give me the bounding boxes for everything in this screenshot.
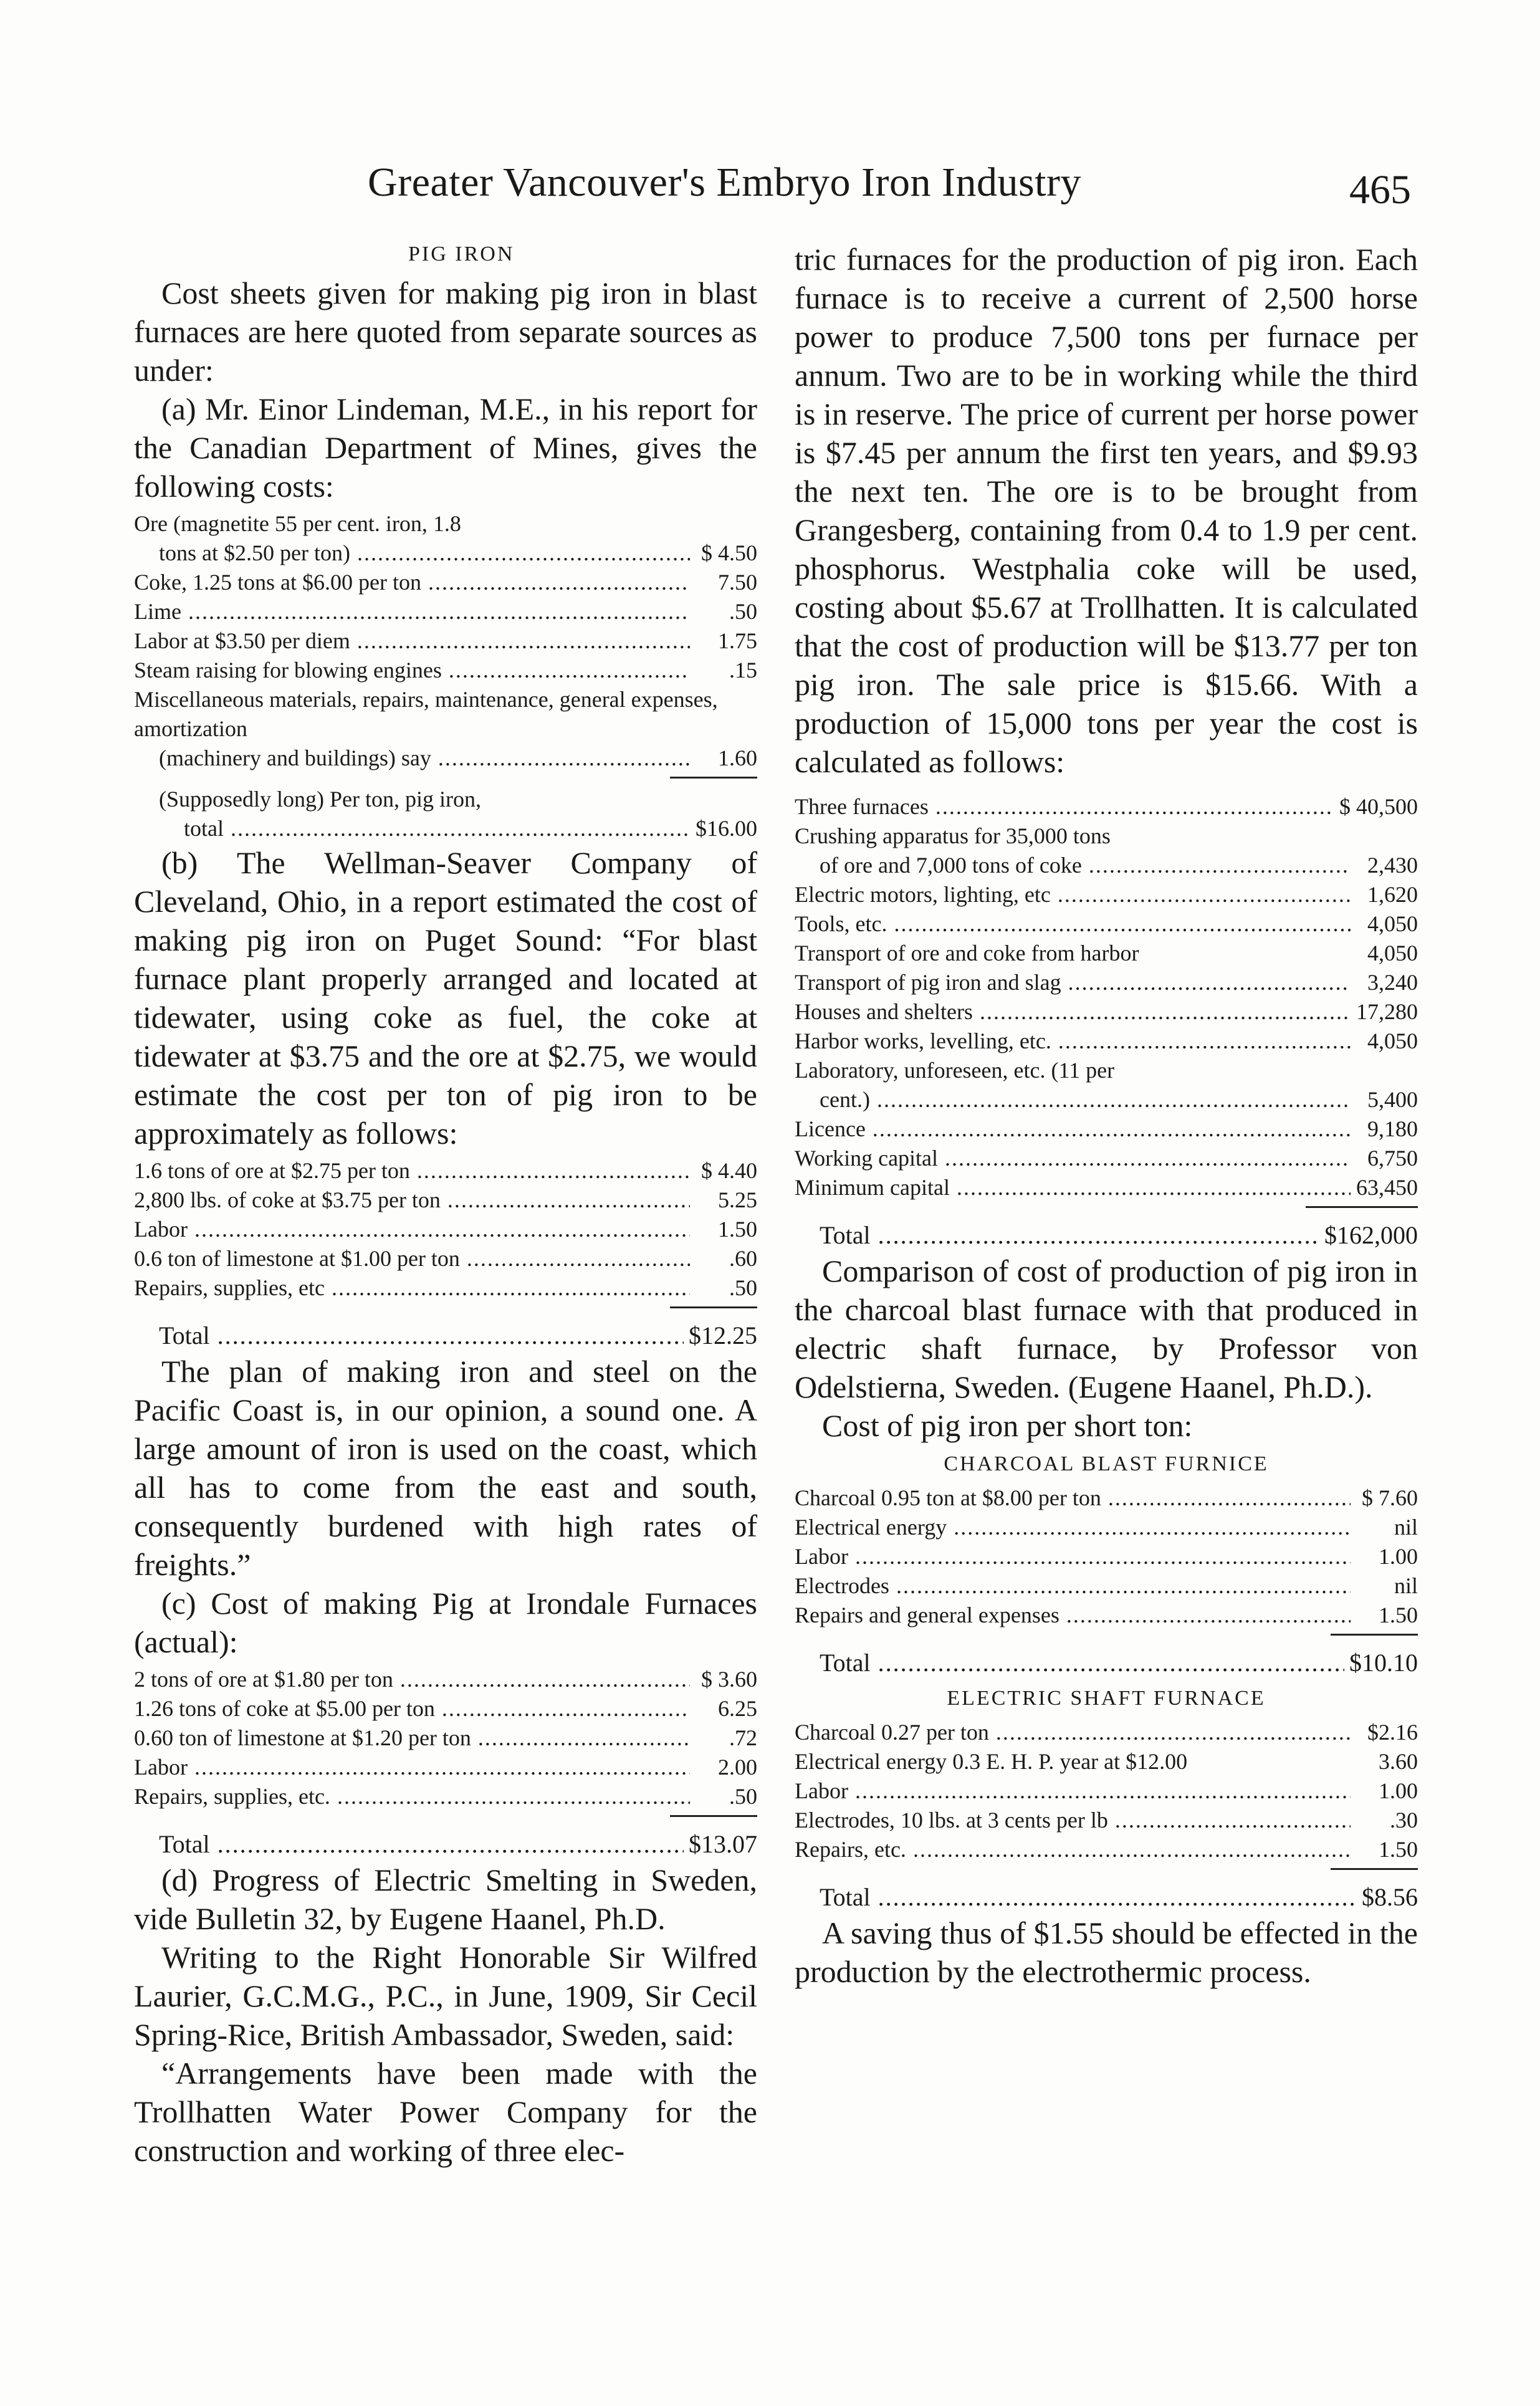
row-value: 1.75 <box>718 628 757 653</box>
cost-table-f-total <box>795 1881 1418 1914</box>
table-row <box>795 1571 1418 1601</box>
source-c-paragraph: (c) Cost of making Pig at Irondale Furnaces (actual): <box>134 1586 757 1659</box>
row-label: (machinery and buildings) say ..... <box>159 744 690 773</box>
table-row <box>795 939 1418 968</box>
row-value: 1.50 <box>1379 1603 1418 1627</box>
row-label: 0.60 ton of limestone at $1.20 per ton ..... <box>134 1723 690 1753</box>
charcoal-furnace-heading: CHARCOAL BLAST FURNICE <box>944 1452 1269 1475</box>
row-label: 0.6 ton of limestone at $1.00 per ton ..... <box>134 1244 690 1273</box>
row-value: 4,050 <box>1367 941 1418 966</box>
row-label: Tools, etc. ..... <box>795 909 1351 939</box>
table-row <box>795 1601 1418 1630</box>
cost-table-b <box>134 1156 757 1303</box>
row-label: 1.6 tons of ore at $2.75 per ton ..... <box>134 1156 690 1186</box>
row-label: Lime ..... <box>134 597 690 626</box>
cost-table-e-total <box>795 1647 1418 1679</box>
total-label: Total ..... <box>820 1219 1319 1252</box>
total-value: $12.25 <box>689 1321 757 1349</box>
total-rule <box>1306 1206 1418 1210</box>
row-label: Labor ..... <box>134 1215 690 1244</box>
row-value: 2,430 <box>1367 853 1418 878</box>
table-row <box>134 509 757 539</box>
row-value: 4,050 <box>1367 911 1418 936</box>
row-value: 7.50 <box>718 570 757 595</box>
row-label: Ore (magnetite 55 per cent. iron, 1.8 <box>134 511 461 536</box>
table-row <box>795 1718 1418 1747</box>
row-label: Electrodes, 10 lbs. at 3 cents per lb ..... <box>795 1806 1351 1835</box>
running-title: Greater Vancouver's Embryo Iron Industry <box>368 160 1081 205</box>
table-row <box>795 1747 1418 1776</box>
table-row <box>134 626 757 656</box>
table-row <box>795 822 1418 851</box>
table-row <box>134 1186 757 1215</box>
left-column <box>134 240 757 2170</box>
cost-table-d-total <box>795 1219 1418 1252</box>
source-b-paragraph: (b) The Wellman-Seaver Company of Cleveland, Ohio, in a report estimated the cost of making pig iron on Puget Sound: “For blast furnace plant properly arranged and located at tidewater, using coke as fuel, the coke at tidewater at $3.75 and the ore at $2.75, we would estimate the cost per ton of pig iron to be approximately as follows: <box>134 845 757 1151</box>
cost-table-a-total <box>134 785 757 843</box>
table-row <box>134 1665 757 1694</box>
row-value: .50 <box>729 1784 757 1809</box>
table-row <box>134 1215 757 1244</box>
row-label: Electrodes ..... <box>795 1571 1351 1601</box>
table-row <box>134 1694 757 1723</box>
row-value: 4,050 <box>1367 1028 1418 1053</box>
table-row <box>795 909 1418 939</box>
total-label: Total ..... <box>820 1647 1344 1679</box>
total-rule <box>1331 1634 1418 1638</box>
row-value: 1.00 <box>1379 1778 1418 1803</box>
row-value: .50 <box>729 1275 757 1300</box>
row-label: Charcoal 0.95 ton at $8.00 per ton ..... <box>795 1483 1351 1513</box>
row-label: Charcoal 0.27 per ton ..... <box>795 1718 1351 1747</box>
table-row <box>795 1776 1418 1806</box>
total-value: $16.00 <box>696 816 757 841</box>
row-value: 1.50 <box>718 1217 757 1242</box>
electric-furnace-heading: ELECTRIC SHAFT FURNACE <box>947 1687 1266 1710</box>
total-value: $13.07 <box>689 1830 757 1858</box>
row-label: Working capital ..... <box>795 1144 1351 1173</box>
comparison-paragraph: Comparison of cost of production of pig iron in the charcoal blast furnace with that produced in electric shaft furnace, by Professor von Odelstierna, Sweden. (Eugene Haanel, Ph.D.). <box>795 1253 1418 1404</box>
row-label: Crushing apparatus for 35,000 tons <box>795 823 1111 848</box>
cost-table-b-total <box>134 1320 757 1352</box>
table-row <box>134 1156 757 1186</box>
page-number: 465 <box>1349 167 1411 213</box>
pig-iron-heading: PIG IRON <box>408 242 515 266</box>
row-label: tons at $2.50 per ton) ..... <box>159 539 690 568</box>
intro-paragraph: Cost sheets given for making pig iron in blast furnaces are here quoted from separate sources as under: <box>134 276 757 388</box>
table-row <box>134 814 757 843</box>
row-label: Electrical energy 0.3 E. H. P. year at $12.00 <box>795 1749 1188 1774</box>
table-row <box>795 1056 1418 1085</box>
row-label: of ore and 7,000 tons of coke ..... <box>820 851 1351 880</box>
row-value: 3.60 <box>1379 1749 1418 1774</box>
row-value: $ 40,500 <box>1339 794 1418 819</box>
row-label: Steam raising for blowing engines ..... <box>134 656 690 685</box>
row-label: 1.26 tons of coke at $5.00 per ton ..... <box>134 1694 690 1723</box>
table-row <box>795 1114 1418 1144</box>
row-value: 1.00 <box>1379 1544 1418 1569</box>
row-label: 2 tons of ore at $1.80 per ton ..... <box>134 1665 690 1694</box>
row-value: 1.60 <box>718 745 757 770</box>
table-row <box>795 1085 1418 1114</box>
row-value: 1.50 <box>1379 1837 1418 1862</box>
total-value: $8.56 <box>1362 1883 1418 1911</box>
cost-table-d <box>795 792 1418 1202</box>
row-value: $ 4.50 <box>701 540 757 565</box>
row-value: .30 <box>1390 1808 1418 1833</box>
row-value: 1,620 <box>1367 882 1418 907</box>
row-value: 6,750 <box>1367 1146 1418 1171</box>
row-label: Houses and shelters ..... <box>795 997 1351 1027</box>
row-value: 5.25 <box>718 1187 757 1212</box>
row-value: 5,400 <box>1367 1087 1418 1112</box>
table-row <box>795 1144 1418 1173</box>
row-label: Labor ..... <box>134 1753 690 1782</box>
row-label: Licence ..... <box>795 1114 1351 1144</box>
row-label: Labor ..... <box>795 1776 1351 1806</box>
row-label: Minimum capital ..... <box>795 1173 1351 1202</box>
total-rule <box>670 777 757 781</box>
total-label: Total ..... <box>820 1881 1357 1914</box>
table-row <box>134 744 757 773</box>
row-value: 2.00 <box>718 1755 757 1780</box>
cost-table-a <box>134 509 757 773</box>
row-label: 2,800 lbs. of coke at $3.75 per ton ..... <box>134 1186 690 1215</box>
table-row <box>795 1806 1418 1835</box>
row-label: Electrical energy ..... <box>795 1513 1351 1542</box>
row-label: Labor at $3.50 per diem ..... <box>134 626 690 656</box>
row-value: .60 <box>729 1246 757 1271</box>
row-value: $2.16 <box>1367 1720 1418 1745</box>
table-row <box>795 792 1418 822</box>
row-value: .72 <box>729 1725 757 1750</box>
table-row <box>795 851 1418 880</box>
total-rule <box>1331 1868 1418 1872</box>
total-label: Total ..... <box>159 1320 684 1352</box>
table-row <box>795 1027 1418 1056</box>
source-a-paragraph: (a) Mr. Einor Lindeman, M.E., in his report for the Canadian Department of Mines, gives the following costs: <box>134 391 757 504</box>
row-label: Laboratory, unforeseen, etc. (11 per <box>795 1058 1115 1083</box>
table-row <box>795 1542 1418 1571</box>
row-value: nil <box>1394 1515 1418 1540</box>
table-row <box>795 880 1418 909</box>
plan-paragraph: The plan of making iron and steel on the Pacific Coast is, in our opinion, a sound one. A large amount of iron is used on the coast, which all has to come from the east and south, consequently burdened with high rates of freights.” <box>134 1354 757 1582</box>
total-value: $10.10 <box>1349 1649 1418 1677</box>
page-header <box>0 159 1540 215</box>
writing-paragraph: Writing to the Right Honorable Sir Wilfred Laurier, G.C.M.G., P.C., in June, 1909, Sir Cecil Spring-Rice, British Ambassador, Sweden, said: <box>134 1940 757 2052</box>
row-label: Electric motors, lighting, etc ..... <box>795 880 1351 909</box>
table-row <box>795 968 1418 997</box>
table-row <box>134 1273 757 1303</box>
row-label: Coke, 1.25 tons at $6.00 per ton ..... <box>134 568 690 597</box>
table-row <box>134 656 757 685</box>
row-label: Repairs and general expenses ..... <box>795 1601 1351 1630</box>
row-value: .15 <box>729 658 757 683</box>
row-label: Transport of pig iron and slag ..... <box>795 968 1351 997</box>
row-value: 63,450 <box>1356 1175 1418 1200</box>
total-label: (Supposedly long) Per ton, pig iron, <box>159 787 481 812</box>
row-value: 9,180 <box>1367 1116 1418 1141</box>
row-label: Repairs, etc. ..... <box>795 1835 1351 1864</box>
table-row <box>134 1244 757 1273</box>
row-label: Repairs, supplies, etc ..... <box>134 1273 690 1303</box>
total-rule <box>670 1306 757 1311</box>
table-row <box>134 597 757 626</box>
row-value: 17,280 <box>1356 999 1418 1024</box>
row-value: 6.25 <box>718 1696 757 1721</box>
row-label: Labor ..... <box>795 1542 1351 1571</box>
row-label: Transport of ore and coke from harbor <box>795 941 1139 966</box>
row-value: .50 <box>729 599 757 624</box>
total-label: total ..... <box>184 814 690 843</box>
cost-table-c <box>134 1665 757 1811</box>
row-value: 3,240 <box>1367 970 1418 995</box>
table-row <box>134 1723 757 1753</box>
row-label: Repairs, supplies, etc. ..... <box>134 1782 690 1811</box>
row-label: Harbor works, levelling, etc. ..... <box>795 1027 1351 1056</box>
row-label: cent.) ..... <box>820 1085 1351 1114</box>
row-label: Three furnaces ..... <box>795 792 1334 822</box>
table-row <box>134 539 757 568</box>
saving-paragraph: A saving thus of $1.55 should be effected in the production by the electrothermic process. <box>795 1915 1418 1989</box>
row-label: Miscellaneous materials, repairs, maintenance, general expenses, amortization <box>134 687 718 741</box>
cost-line: Cost of pig iron per short ton: <box>822 1408 1193 1443</box>
row-value: $ 7.60 <box>1362 1485 1418 1510</box>
right-column <box>795 240 1418 1991</box>
row-value: nil <box>1394 1573 1418 1598</box>
table-row <box>134 785 757 814</box>
row-value: $ 3.60 <box>701 1667 757 1692</box>
source-d-paragraph: (d) Progress of Electric Smelting in Sweden, vide Bulletin 32, by Eugene Haanel, Ph.D. <box>134 1862 757 1936</box>
cost-table-c-total <box>134 1828 757 1861</box>
table-row <box>134 1753 757 1782</box>
table-row <box>795 1513 1418 1542</box>
total-label: Total ..... <box>159 1828 684 1861</box>
total-rule <box>670 1815 757 1819</box>
furnace-paragraph: tric furnaces for the production of pig iron. Each furnace is to receive a current of 2,500 horse power to produce 7,500 tons per furnace per annum. Two are to be in working while the third is in reserve. The price of current per horse power is $7.45 per annum the first ten years, and $9.93 the next ten. The ore is to be brought from Grangesberg, containing from 0.4 to 1.9 per cent. phosphorus. Westphalia coke will be used, costing about $5.67 at Trollhatten. It is calculated that the cost of production will be $13.77 per ton pig iron. The sale price is $15.66. With a production of 15,000 tons per year the cost is calculated as follows: <box>795 242 1418 779</box>
cost-table-f <box>795 1718 1418 1864</box>
table-row <box>134 685 757 744</box>
arrangements-paragraph: “Arrangements have been made with the Trollhatten Water Power Company for the construction and working of three elec- <box>134 2056 757 2168</box>
table-row <box>795 997 1418 1027</box>
table-row <box>795 1835 1418 1864</box>
cost-table-e <box>795 1483 1418 1630</box>
row-value: $ 4.40 <box>701 1158 757 1183</box>
table-row <box>795 1483 1418 1513</box>
table-row <box>795 1173 1418 1202</box>
total-value: $162,000 <box>1324 1221 1418 1249</box>
table-row <box>134 568 757 597</box>
table-row <box>134 1782 757 1811</box>
